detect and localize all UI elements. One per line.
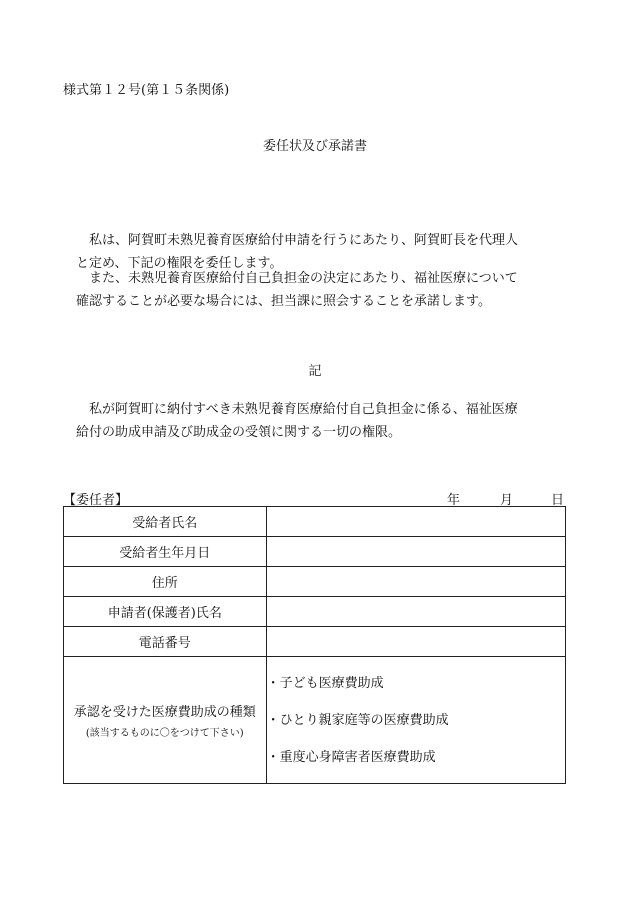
address-field[interactable]	[266, 567, 565, 597]
table-row	[64, 657, 566, 784]
consent-paragraph-line-1: また、未熟児養育医療給付自己負担金の決定にあたり、福祉医療について	[89, 271, 518, 286]
principal-section-header: 【委任者】	[63, 493, 129, 508]
form-number: 様式第１２号(第１５条関係)	[63, 83, 230, 98]
subsidy-option-single-parent[interactable]: ・ひとり親家庭等の医療費助成	[266, 712, 449, 728]
phone-number-field[interactable]	[266, 627, 565, 657]
table-row	[64, 567, 566, 597]
subsidy-type-label-cell	[64, 657, 267, 784]
table-row	[64, 627, 566, 657]
recipient-name-label: 受給者氏名	[64, 507, 267, 537]
authority-paragraph	[63, 398, 573, 444]
date-year-label: 年	[447, 493, 461, 508]
document-title: 委任状及び承諾書	[262, 139, 367, 154]
applicant-name-label: 申請者(保護者)氏名	[64, 597, 267, 627]
recipient-birthdate-label: 受給者生年月日	[64, 537, 267, 567]
subsidy-option-severe-disability[interactable]: ・重度心身障害者医療費助成	[266, 749, 436, 765]
applicant-name-field[interactable]	[266, 597, 565, 627]
table-row	[64, 507, 566, 537]
subsidy-options-cell	[266, 657, 565, 784]
phone-number-label: 電話番号	[64, 627, 267, 657]
recipient-birthdate-field[interactable]	[266, 537, 565, 567]
delegation-paragraph-line-1: 私は、阿賀町未熟児養育医療給付申請を行うにあたり、阿賀町長を代理人	[89, 233, 519, 248]
table-row	[64, 537, 566, 567]
authority-paragraph-line-2: 給付の助成申請及び助成金の受領に関する一切の権限。	[76, 425, 402, 440]
subsidy-type-label: 承認を受けた医療費助成の種類	[73, 705, 256, 720]
date-month-label: 月	[500, 493, 514, 508]
subsidy-option-child-medical[interactable]: ・子ども医療費助成	[266, 675, 384, 691]
ki-heading: 記	[308, 364, 322, 379]
delegation-paragraph-line-2: と定め、下記の権限を委任します。	[76, 256, 283, 271]
consent-paragraph-line-2: 確認することが必要な場合には、担当課に照会することを承諾します。	[76, 294, 491, 309]
subsidy-type-note: (該当するものに〇をつけて下さい)	[85, 728, 244, 739]
recipient-name-field[interactable]	[266, 507, 565, 537]
table-row	[64, 597, 566, 627]
date-day-label: 日	[551, 493, 565, 508]
address-label: 住所	[64, 567, 267, 597]
principal-info-table	[63, 506, 566, 784]
authority-paragraph-line-1: 私が阿賀町に納付すべき未熟児養育医療給付自己負担金に係る、福祉医療	[89, 402, 518, 417]
consent-paragraph	[63, 267, 573, 313]
